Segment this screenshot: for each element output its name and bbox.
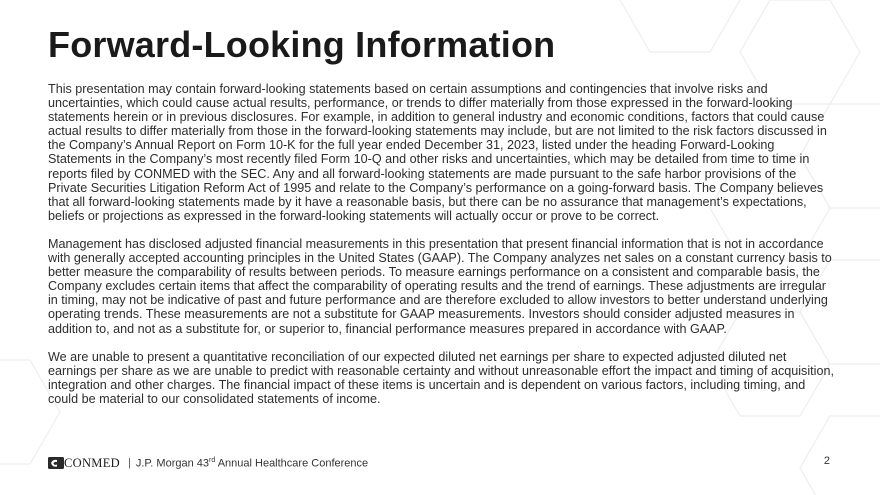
footer-separator: |: [127, 457, 131, 469]
body-text: [48, 82, 834, 420]
paragraph-reconciliation: We are unable to present a quantitative reconciliation of our expected diluted net earnings per share to expected adjusted diluted net earnings per share as we are unable to predict with reasonable certainty and without unreasonable effort the impact and timing of acquisition, integration and other charges. The financial impact of these items is uncertain and is dependent on various factors, including timing, and could be material to our consolidated statements of income.: [48, 349, 834, 406]
paragraph-non-gaap: Management has disclosed adjusted financial measurements in this presentation that present financial information that is not in accordance with generally accepted accounting principles in the United States (GAAP). The Company analyzes net sales on a constant currency basis to better measure the comparability of results between periods. To measure earnings performance on a consistent and comparable basis, the Company excludes certain items that affect the comparability of operating results and the trend of earnings. These adjustments are irregular in timing, may not be indicative of past and future performance and are therefore excluded to allow investors to better understand underlying operating trends. These measurements are not a substitute for GAAP measurements. Investors should consider adjusted measures in addition to, and not as a substitute for, or superior to, financial performance measures prepared in accordance with GAAP.: [48, 236, 832, 336]
footer: [48, 455, 368, 471]
conmed-logo: [48, 456, 120, 471]
event-name: [136, 457, 368, 470]
event-ordinal-superscript: rd: [209, 456, 216, 464]
event-name-prefix: J.P. Morgan 43: [135, 457, 210, 470]
paragraph-forward-looking: This presentation may contain forward-looking statements based on certain assumptions and contingencies that involve risks and uncertainties, which could cause actual results, performance, or trends to differ materially from those expressed in the forward-looking statements herein or in previous disclosures. For example, in addition to general industry and economic conditions, factors that could cause actual results to differ materially from those in the forward-looking statements may include, but are not limited to the risk factors discussed in the Company’s Annual Report on Form 10-K for the full year ended December 31, 2023, listed under the heading Forward-Looking Statements in the Company’s most recently filed Form 10-Q and other risks and uncertainties, which may be detailed from time to time in reports filed by CONMED with the SEC. Any and all forward-looking statements are made pursuant to the safe harbor provisions of the Private Securities Litigation Reform Act of 1995 and relate to the Company’s performance on a going-forward basis. The Company believes that all forward-looking statements made by it have a reasonable basis, but there can be no assurance that management’s expectations, beliefs or projections as expressed in the forward-looking statements will actually occur or prove to be correct.: [48, 82, 827, 223]
conmed-logo-mark-icon: [48, 457, 64, 469]
event-name-suffix: Annual Healthcare Conference: [215, 457, 369, 470]
page-title: Forward-Looking Information: [48, 24, 556, 65]
page-number: 2: [823, 455, 830, 467]
logo-wordmark: CONMED: [64, 455, 120, 470]
